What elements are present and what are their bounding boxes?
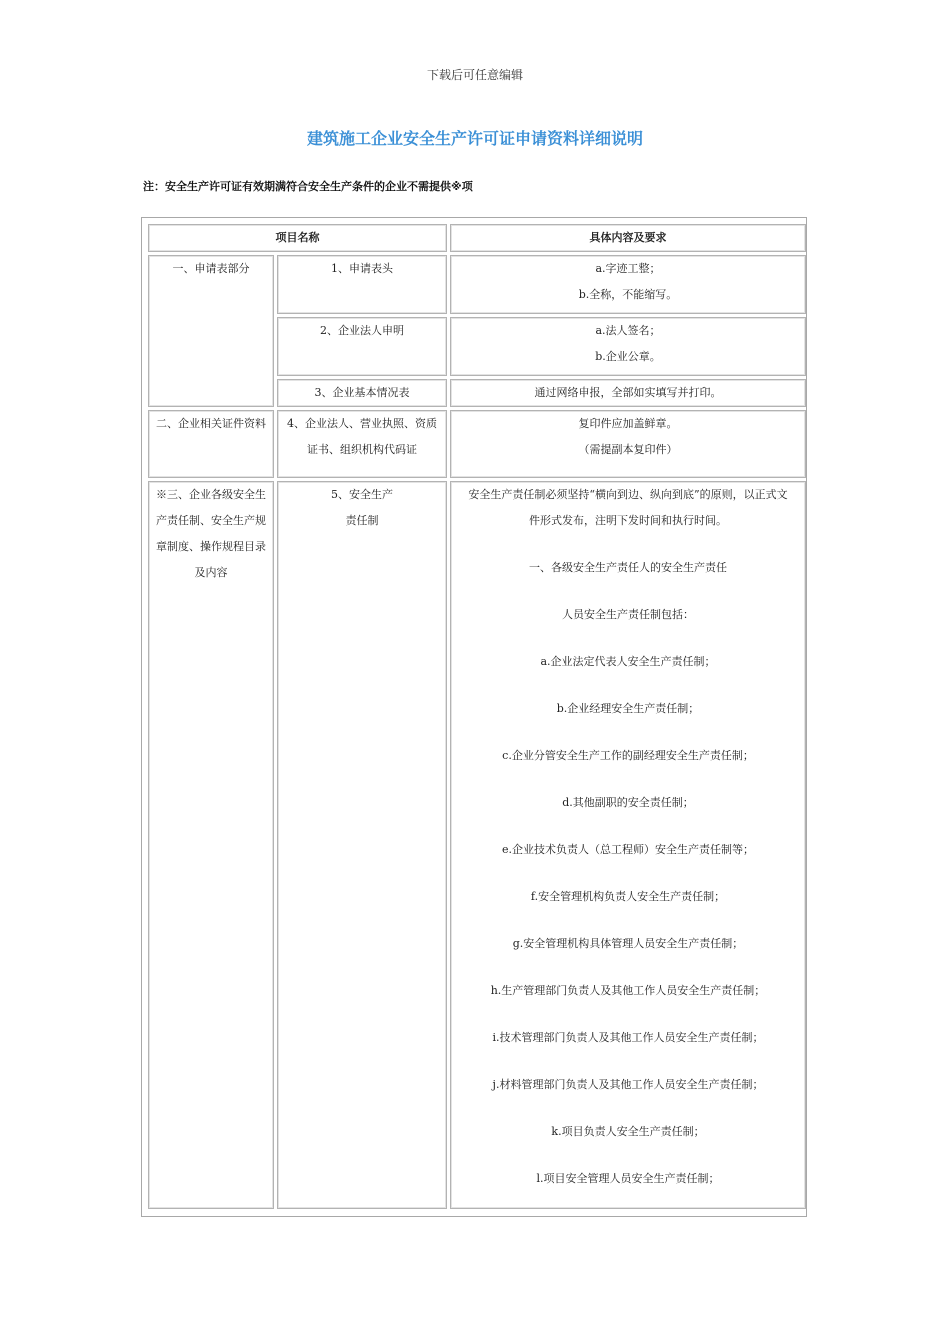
item-cell-4: [277, 410, 447, 478]
item-cell-3: 3、企业基本情况表: [277, 379, 447, 407]
content-line: a.字迹工整；: [595, 262, 661, 275]
content-cell-4: [450, 410, 806, 478]
content-line: b.企业公章。: [595, 350, 661, 363]
content-cell-1: [450, 255, 806, 314]
spacer: [452, 534, 804, 555]
table-row: [148, 481, 806, 1209]
content-line: g.安全管理机构具体管理人员安全生产责任制；: [512, 937, 744, 950]
requirements-table-frame: [141, 217, 807, 1217]
table-row: [148, 255, 806, 314]
content-cell-2: [450, 317, 806, 376]
content-line: d.其他副职的安全责任制；: [562, 796, 694, 809]
content-line: b.企业经理安全生产责任制；: [556, 702, 700, 715]
content-line: 件形式发布，注明下发时间和执行时间。: [529, 514, 727, 527]
content-line: f.安全管理机构负责人安全生产责任制；: [530, 890, 726, 903]
header-content: 具体内容及要求: [450, 224, 806, 252]
section-cell-2: 二、企业相关证件资料: [148, 410, 274, 478]
item-line: 证书、组织机构代码证: [307, 443, 417, 456]
content-line: c.企业分管安全生产工作的副经理安全生产责任制；: [502, 749, 754, 762]
section-line: 章制度、操作规程目录: [156, 540, 266, 553]
table-row: [148, 410, 806, 478]
content-line: k.项目负责人安全生产责任制；: [551, 1125, 705, 1138]
content-line: a.企业法定代表人安全生产责任制；: [540, 655, 716, 668]
content-line: （需提副本复印件）: [578, 443, 678, 456]
content-line: 人员安全生产责任制包括：: [562, 608, 694, 621]
content-line: e.企业技术负责人（总工程师）安全生产责任制等；: [501, 843, 754, 856]
section-line: 产责任制、安全生产规: [156, 514, 266, 527]
page-header: 下载后可任意编辑: [426, 68, 523, 82]
item-line: 4、企业法人、营业执照、资质: [287, 417, 437, 430]
content-cell-5: [450, 481, 806, 1209]
item-cell-5: [277, 481, 447, 1209]
requirements-table: [145, 221, 809, 1212]
content-line: 复印件应加盖鲜章。: [578, 417, 678, 430]
item-line: 责任制: [345, 514, 379, 527]
note-text: 注：安全生产许可证有效期满符合安全生产条件的企业不需提供※项: [143, 180, 473, 193]
section-cell-3: [148, 481, 274, 1209]
content-line: b.全称，不能缩写。: [578, 288, 678, 301]
content-cell-3: 通过网络申报，全部如实填写并打印。: [450, 379, 806, 407]
table-header-row: [148, 224, 806, 252]
content-line: a.法人签名；: [595, 324, 661, 337]
item-cell-2: 2、企业法人申明: [277, 317, 447, 376]
content-line: i.技术管理部门负责人及其他工作人员安全生产责任制；: [492, 1031, 764, 1044]
document-title: 建筑施工企业安全生产许可证申请资料详细说明: [306, 129, 643, 148]
section-cell-1: 一、申请表部分: [148, 255, 274, 407]
content-line: h.生产管理部门负责人及其他工作人员安全生产责任制；: [490, 984, 766, 997]
content-line: j.材料管理部门负责人及其他工作人员安全生产责任制；: [492, 1078, 764, 1091]
content-line: l.项目安全管理人员安全生产责任制；: [536, 1172, 720, 1185]
content-line: 一、各级安全生产责任人的安全生产责任: [529, 561, 727, 574]
header-item-name: 项目名称: [148, 224, 447, 252]
content-line: 安全生产责任制必须坚持“横向到边、纵向到底”的原则，以正式文: [468, 488, 788, 501]
item-line: 5、安全生产: [331, 488, 393, 501]
section-line: 及内容: [194, 566, 228, 579]
item-cell-1: 1、申请表头: [277, 255, 447, 314]
section-line: ※三、企业各级安全生: [156, 488, 266, 501]
